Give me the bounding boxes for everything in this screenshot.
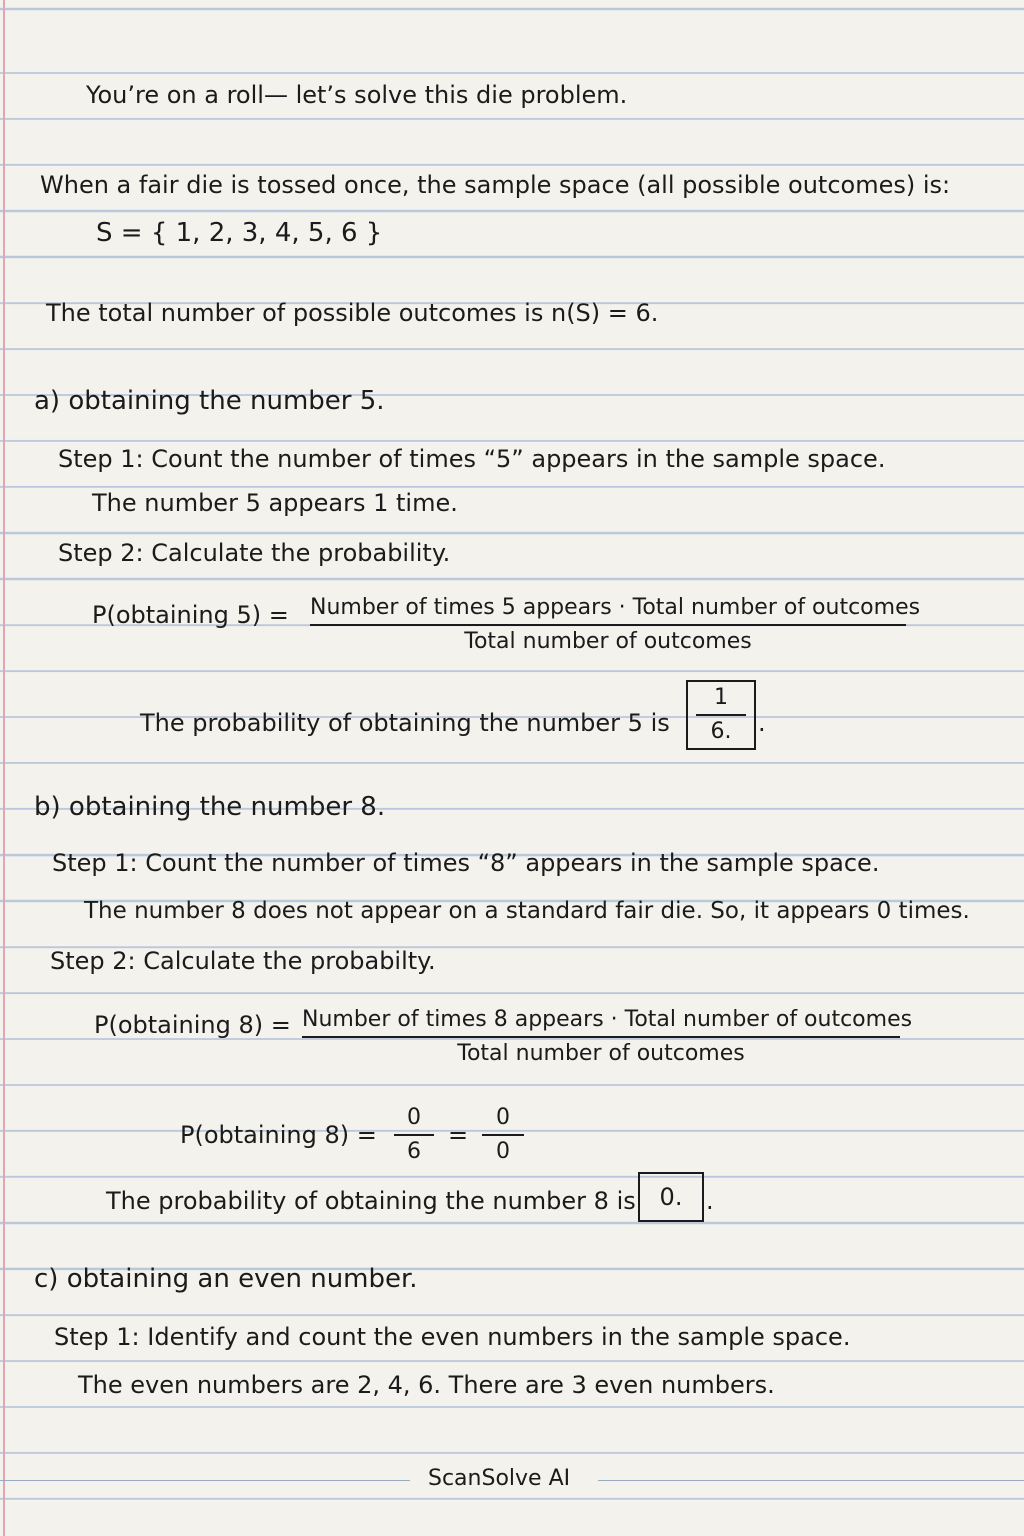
- part-a-answer-period: .: [758, 709, 766, 737]
- part-b-formula-fraction: [302, 1006, 913, 1068]
- part-a-formula-left: P(obtaining 5) =: [92, 601, 289, 629]
- part-b-calc-fraction-1: [394, 1104, 434, 1166]
- part-a-heading: a) obtaining the number 5.: [34, 386, 385, 416]
- part-b-calc-left: P(obtaining 8) =: [180, 1121, 377, 1149]
- part-b-formula-left: P(obtaining 8) =: [94, 1011, 291, 1039]
- part-b-calc-fraction-2: [482, 1104, 524, 1166]
- part-b-calc-equals: =: [448, 1121, 469, 1149]
- part-b-answer-value: 0.: [659, 1183, 683, 1211]
- part-b-answer-box: [638, 1172, 704, 1222]
- part-b-calc-denominator-1: 6: [407, 1139, 421, 1164]
- part-c-step-1: Step 1: Identify and count the even numbers in the sample space.: [54, 1323, 851, 1351]
- part-a-formula-denominator: Total number of outcomes: [464, 629, 752, 654]
- part-a-answer-denominator: 6.: [710, 719, 732, 744]
- fraction-bar: [394, 1134, 434, 1136]
- part-a-answer-box: [686, 680, 756, 750]
- part-a-formula-fraction: [310, 594, 921, 656]
- part-c-heading: c) obtaining an even number.: [34, 1264, 418, 1294]
- footer-rule-left: [0, 1480, 410, 1481]
- part-a-step-1-detail: The number 5 appears 1 time.: [92, 489, 458, 517]
- part-a-answer-fraction: [696, 684, 746, 746]
- part-b-step-1-detail: The number 8 does not appear on a standard fair die. So, it appears 0 times.: [84, 898, 970, 924]
- part-b-formula-denominator: Total number of outcomes: [457, 1041, 745, 1066]
- part-a-step-1: Step 1: Count the number of times “5” appears in the sample space.: [58, 445, 886, 473]
- part-a-formula-numerator: Number of times 5 appears · Total number of outcomes: [310, 595, 921, 620]
- part-a-step-2: Step 2: Calculate the probability.: [58, 539, 451, 567]
- intro-text: You’re on a roll— let’s solve this die problem.: [86, 81, 628, 109]
- part-b-calc-numerator-1: 0: [407, 1105, 421, 1130]
- part-b-heading: b) obtaining the number 8.: [34, 792, 386, 822]
- part-a-answer-numerator: 1: [714, 685, 728, 710]
- fraction-bar: [482, 1134, 524, 1136]
- footer-brand: ScanSolve AI: [428, 1466, 571, 1491]
- footer-rule-right: [598, 1480, 1024, 1481]
- setup-line-1: When a fair die is tossed once, the sample space (all possible outcomes) is:: [40, 171, 951, 199]
- part-b-step-2: Step 2: Calculate the probabilty.: [50, 947, 436, 975]
- part-b-answer-period: .: [706, 1187, 714, 1215]
- fraction-bar: [302, 1036, 900, 1038]
- margin-line: [3, 0, 5, 1536]
- fraction-bar: [696, 714, 746, 716]
- part-c-step-1-detail: The even numbers are 2, 4, 6. There are 3 even numbers.: [78, 1371, 775, 1399]
- setup-total-outcomes: The total number of possible outcomes is n(S) = 6.: [46, 299, 659, 327]
- part-b-formula-numerator: Number of times 8 appears · Total number of outcomes: [302, 1007, 913, 1032]
- part-b-calc-denominator-2: 0: [496, 1139, 510, 1164]
- sample-space: S = { 1, 2, 3, 4, 5, 6 }: [96, 218, 383, 248]
- part-a-answer-text: The probability of obtaining the number 5 is: [140, 709, 670, 737]
- part-b-answer-text: The probability of obtaining the number 8 is: [106, 1187, 636, 1215]
- fraction-bar: [310, 624, 906, 626]
- part-b-calc-numerator-2: 0: [496, 1105, 510, 1130]
- part-b-step-1: Step 1: Count the number of times “8” appears in the sample space.: [52, 849, 880, 877]
